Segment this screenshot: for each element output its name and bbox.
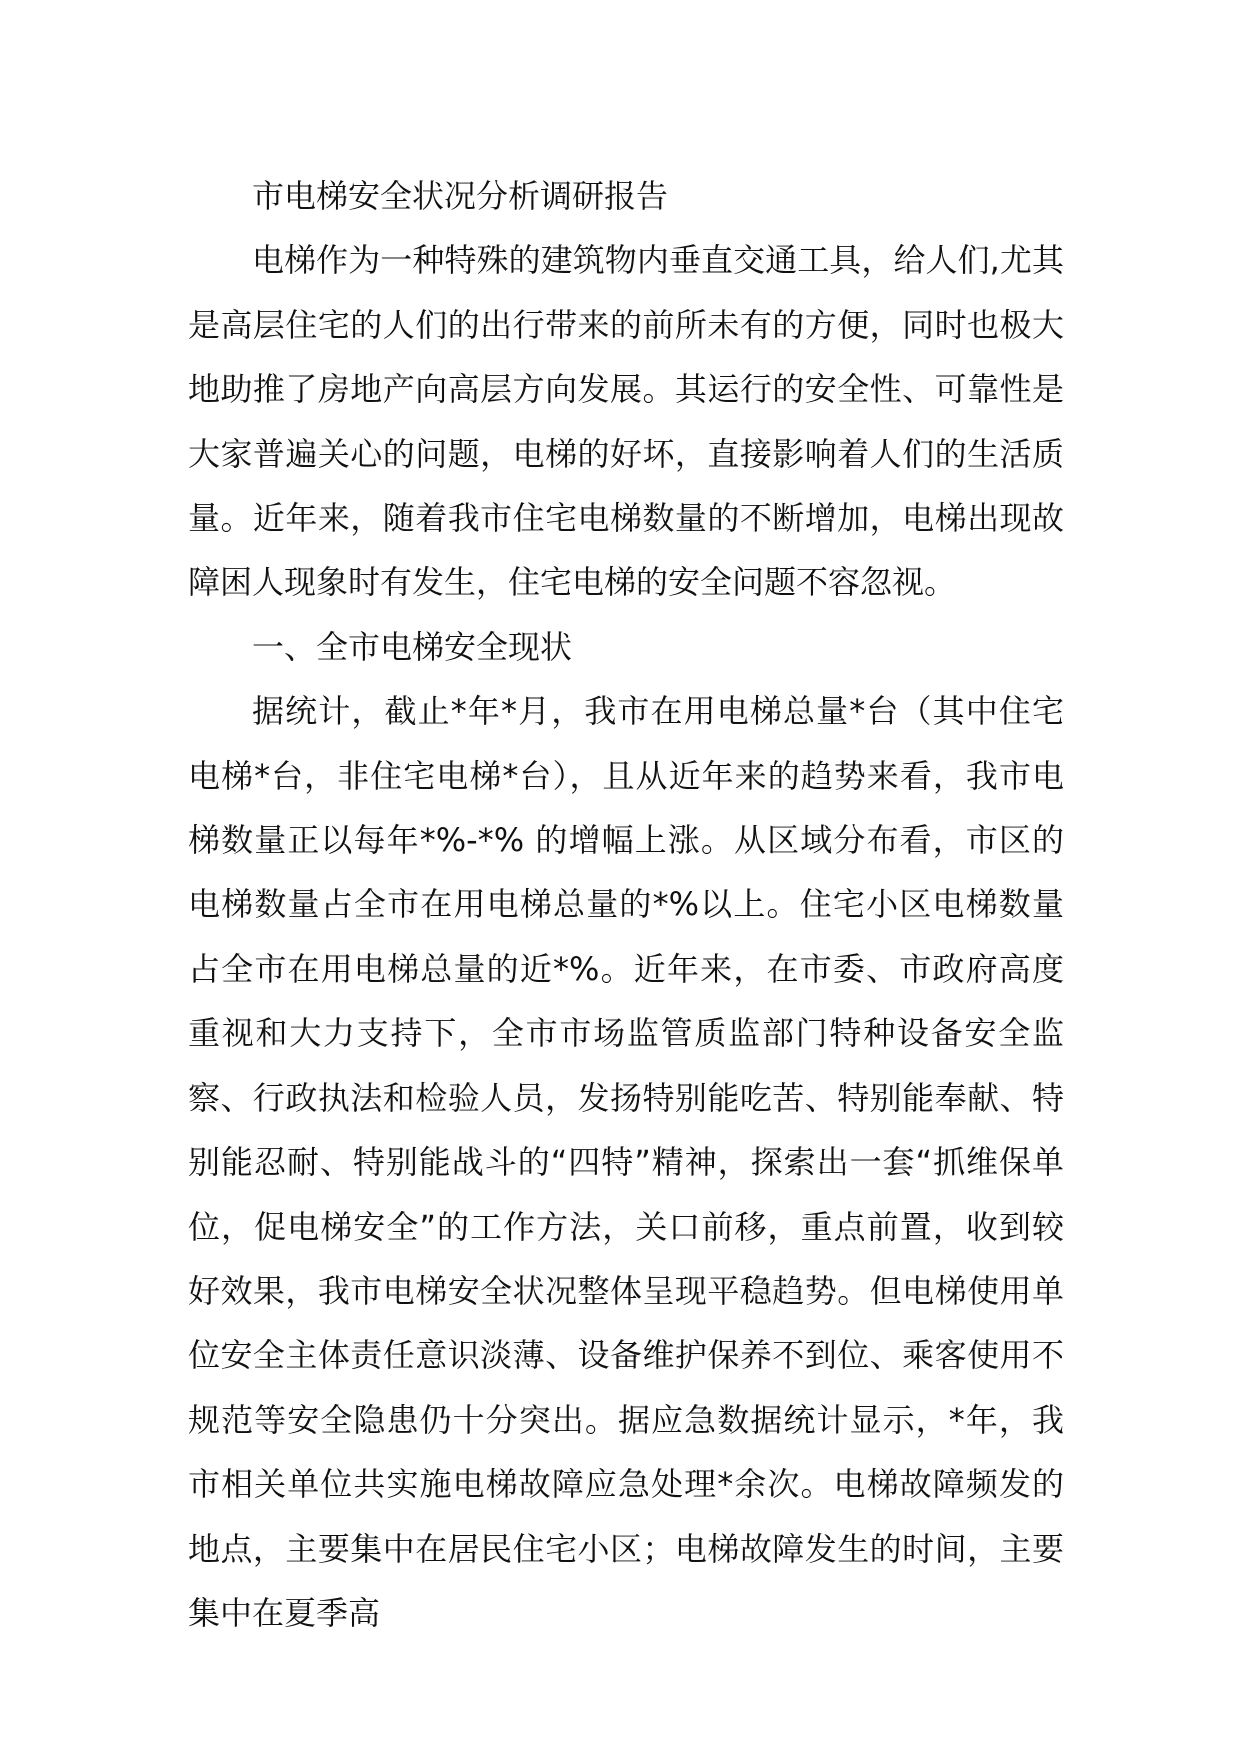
paragraph-intro: 电梯作为一种特殊的建筑物内垂直交通工具，给人们,尤其是高层住宅的人们的出行带来的前所未有的方便，同时也极大地助推了房地产向高层方向发展。其运行的安全性、可靠性是大家普遍关心的问题，电梯的好坏，直接影响着人们的生活质量。近年来，随着我市住宅电梯数量的不断增加，电梯出现故障困人现象时有发生，住宅电梯的安全问题不容忽视。 <box>188 241 1064 602</box>
section-heading-1: 一、全市电梯安全现状 <box>252 627 573 666</box>
paragraph-status: 据统计，截止*年*月，我市在用电梯总量*台（其中住宅电梯*台，非住宅电梯*台），且从近年来的趋势来看，我市电梯数量正以每年*%-*% 的增幅上涨。从区域分布看，市区的电梯数量占全市在用电梯总量的*%以上。住宅小区电梯数量占全市在用电梯总量的近*%。近年来，在市委、市政府高度重视和大力支持下，全市市场监管质监部门特种设备安全监察、行政执法和检验人员，发扬特别能吃苦、特别能奉献、特别能忍耐、特别能战斗的“四特”精神，探索出一套“抓维保单位，促电梯安全”的工作方法，关口前移，重点前置，收到较好效果，我市电梯安全状况整体呈现平稳趋势。但电梯使用单位安全主体责任意识淡薄、设备维护保养不到位、乘客使用不规范等安全隐患仍十分突出。据应急数据统计显示，*年，我市相关单位共实施电梯故障应急处理*余次。电梯故障频发的地点，主要集中在居民住宅小区；电梯故障发生的时间，主要集中在夏季高 <box>188 692 1064 1632</box>
document-body <box>188 164 1064 1645</box>
document-title: 市电梯安全状况分析调研报告 <box>252 177 669 215</box>
